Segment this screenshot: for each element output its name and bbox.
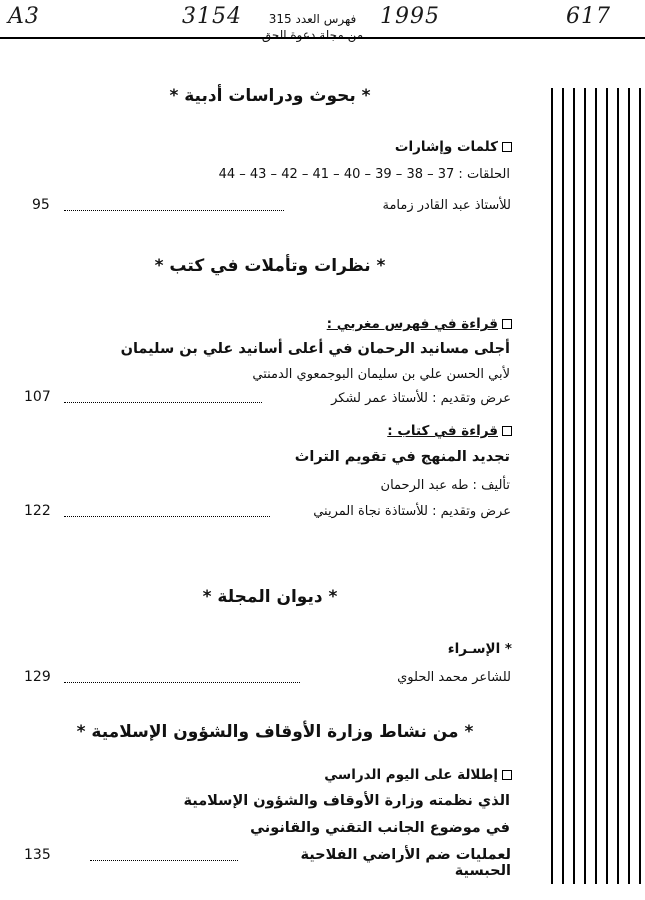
entry-line-2: في موضوع الجانب التقني والقانوني bbox=[250, 820, 510, 836]
leader-dots bbox=[64, 516, 270, 517]
checkbox-icon bbox=[502, 142, 512, 152]
entry-review: عرض وتقديم : للأستاذة نجاة المريني bbox=[313, 504, 511, 519]
page-number: 135 bbox=[24, 847, 51, 863]
header-rule bbox=[0, 37, 645, 39]
section-title-ministry-activity: * من نشاط وزارة الأوقاف والشؤون الإسلامية * bbox=[76, 722, 474, 742]
entry-line-1: الذي نظمته وزارة الأوقاف والشؤون الإسلامية bbox=[183, 793, 510, 809]
page-number: 95 bbox=[32, 197, 50, 213]
entry-heading-kalimat: كلمات وإشارات bbox=[300, 139, 512, 155]
handwritten-year: 1995 bbox=[380, 4, 440, 29]
entry-line-3: لعمليات ضم الأراضي الفلاحية الحبسية bbox=[300, 847, 511, 879]
entry-title: تجديد المنهج في تقويم التراث bbox=[294, 449, 510, 465]
entry-author: للشاعر محمد الحلوي bbox=[397, 670, 511, 685]
entry-episodes: الحلقات : 37 – 38 – 39 – 40 – 41 – 42 – 43 – 44 bbox=[218, 167, 510, 182]
entry-heading-study-day: إطلالة على اليوم الدراسي bbox=[300, 767, 512, 783]
entry-byline: لأبي الحسن علي بن سليمان البوجمعوي الدمنتي bbox=[252, 367, 510, 382]
checkbox-icon bbox=[502, 426, 512, 436]
handwritten-code-right: 617 bbox=[566, 4, 611, 29]
index-label: فهرس العدد 315 bbox=[268, 12, 357, 26]
entry-heading-kitab: قراءة في كتاب : bbox=[300, 423, 512, 439]
entry-review: عرض وتقديم : للأستاذ عمر لشكر bbox=[331, 391, 511, 406]
section-title-diwan: * ديوان المجلة * bbox=[202, 587, 338, 607]
checkbox-icon bbox=[502, 770, 512, 780]
section-title-book-reviews: * نظرات وتأملات في كتب * bbox=[154, 256, 386, 276]
checkbox-icon bbox=[502, 319, 512, 329]
page-number: 129 bbox=[24, 669, 51, 685]
section-title-literary-studies: * بحوث ودراسات أدبية * bbox=[169, 86, 371, 106]
page-number: 107 bbox=[24, 389, 51, 405]
entry-author: للأستاذ عبد القادر زمامة bbox=[382, 198, 511, 213]
decorative-vertical-stripes bbox=[551, 88, 643, 884]
entry-byline: تأليف : طه عبد الرحمان bbox=[380, 478, 510, 493]
entry-title: أجلى مسانيد الرحمان في أعلى أسانيد علي بن سليمان bbox=[120, 341, 510, 357]
magazine-name: من مجلة دعوة الحق bbox=[261, 28, 364, 42]
leader-dots bbox=[90, 860, 238, 861]
leader-dots bbox=[64, 682, 300, 683]
handwritten-number: 3154 bbox=[182, 4, 242, 29]
entry-heading-isra: * الإسـراء bbox=[447, 641, 512, 657]
leader-dots bbox=[64, 210, 284, 211]
handwritten-code-left: A3 bbox=[8, 4, 40, 29]
leader-dots bbox=[64, 402, 262, 403]
entry-heading-fihris: قراءة في فهرس مغربي : bbox=[300, 316, 512, 332]
page-number: 122 bbox=[24, 503, 51, 519]
